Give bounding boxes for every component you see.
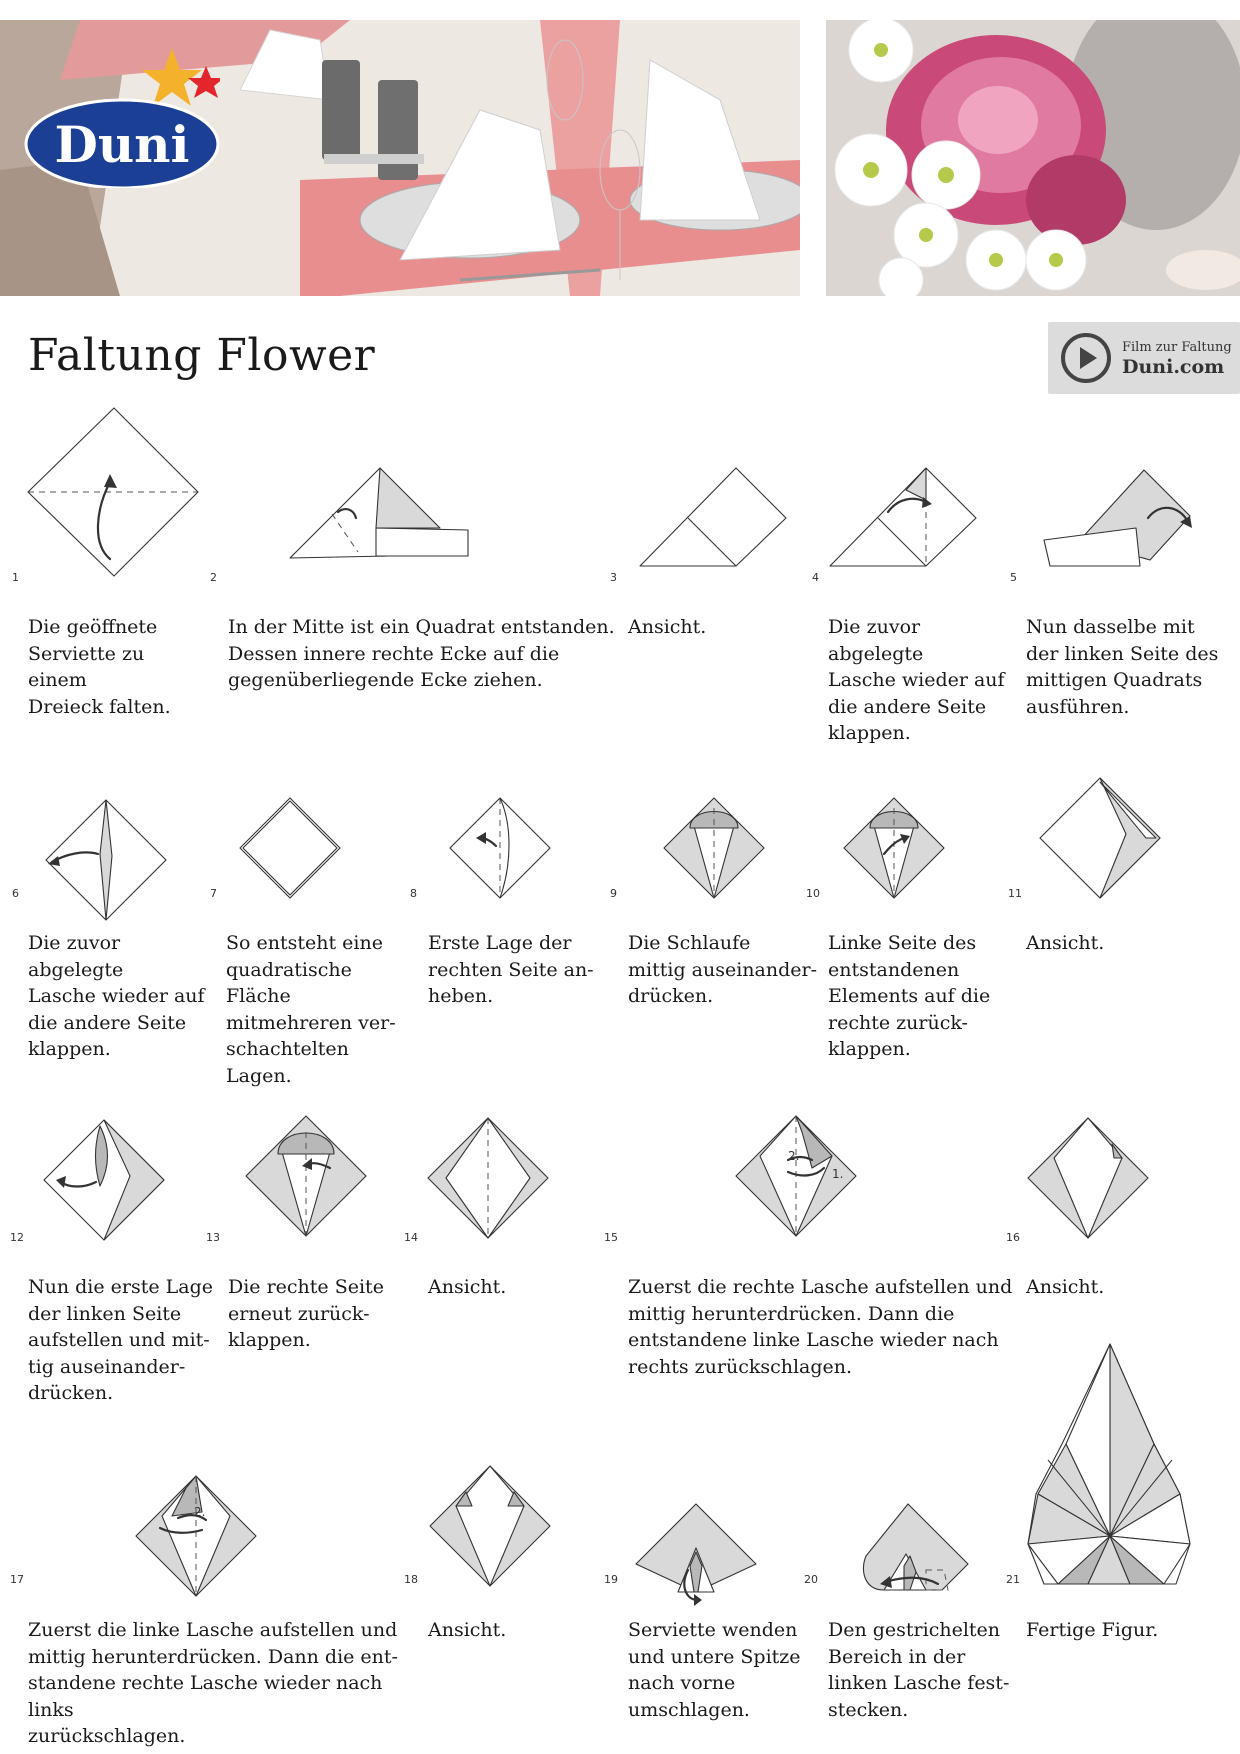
step-number: 17 — [10, 1573, 24, 1586]
duni-logo — [24, 48, 220, 188]
step-caption: Ansicht. — [428, 1276, 507, 1298]
step-10-diagram — [840, 794, 950, 904]
step-2-diagram — [280, 460, 480, 570]
step-number: 15 — [604, 1231, 618, 1244]
step-caption: Ansicht. — [1026, 1276, 1105, 1298]
step-caption: Den gestrichelten Bereich in der linken Lasche fest- stecken. — [828, 1619, 1010, 1721]
step-number: 16 — [1006, 1231, 1020, 1244]
step-19-diagram — [632, 1500, 762, 1610]
step-11-diagram — [1036, 774, 1166, 904]
step-18-diagram — [426, 1462, 556, 1592]
step-number: 11 — [1008, 887, 1022, 900]
film-link-button[interactable] — [1048, 322, 1240, 394]
step-number: 5 — [1010, 571, 1017, 584]
step-caption: Linke Seite des entstandenen Elements auf die rechte zurück- klappen. — [828, 932, 991, 1060]
step-number: 13 — [206, 1231, 220, 1244]
step-number: 3 — [610, 571, 617, 584]
fold-order-mark: 2. — [194, 1505, 206, 1519]
step-5-diagram — [1040, 460, 1210, 575]
step-caption: Die geöffnete Serviette zu einem Dreieck falten. — [28, 616, 171, 718]
step-caption: Die zuvor abgelegte Lasche wieder auf die andere Seite klappen. — [828, 616, 1005, 744]
fold-order-mark: 1. — [832, 1167, 844, 1181]
header-photo-flowers — [826, 20, 1240, 296]
step-16-diagram — [1024, 1114, 1154, 1244]
step-6-diagram — [40, 796, 170, 921]
step-caption: Ansicht. — [428, 1619, 507, 1641]
step-14-diagram — [424, 1114, 554, 1244]
step-number: 18 — [404, 1573, 418, 1586]
fold-order-mark: 2. — [788, 1149, 800, 1163]
step-15-diagram — [732, 1112, 862, 1242]
step-caption: So entsteht eine quadratische Fläche mitmehreren ver- schachtelten Lagen. — [226, 932, 396, 1087]
step-12-diagram — [40, 1116, 170, 1246]
step-caption: Ansicht. — [1026, 932, 1105, 954]
step-4-diagram — [826, 460, 986, 575]
step-1-diagram — [20, 404, 210, 594]
step-caption: Nun die erste Lage der linken Seite aufstellen und mit- tig auseinander- drücken. — [28, 1276, 214, 1404]
step-number: 6 — [12, 887, 19, 900]
film-link-label: Film zur Faltung — [1122, 340, 1232, 355]
step-number: 10 — [806, 887, 820, 900]
step-caption: Zuerst die linke Lasche aufstellen und mittig herunterdrücken. Dann die ent- standene rechte Lasche wieder nach links zurückschlagen. — [28, 1619, 398, 1747]
step-caption: Ansicht. — [628, 616, 707, 638]
step-number: 9 — [610, 887, 617, 900]
play-icon — [1060, 332, 1112, 384]
step-3-diagram — [636, 460, 796, 575]
step-caption: Erste Lage der rechten Seite an- heben. — [428, 932, 594, 1007]
step-8-diagram — [446, 794, 556, 904]
step-number: 14 — [404, 1231, 418, 1244]
step-21-diagram — [1018, 1340, 1198, 1600]
step-caption: In der Mitte ist ein Quadrat entstanden. Dessen innere rechte Ecke auf die gegenüberliegende Ecke ziehen. — [228, 616, 615, 691]
step-caption: Die Schlaufe mittig auseinander- drücken. — [628, 932, 817, 1007]
step-caption: Zuerst die rechte Lasche aufstellen und mittig herunterdrücken. Dann die entstandene linke Lasche wieder nach rechts zurückschlagen. — [628, 1276, 1013, 1378]
film-link-url: Duni.com — [1122, 356, 1225, 378]
step-number: 7 — [210, 887, 217, 900]
step-number: 1 — [12, 571, 19, 584]
step-caption: Die rechte Seite erneut zurück- klappen. — [228, 1276, 384, 1351]
step-number: 8 — [410, 887, 417, 900]
step-17-diagram — [132, 1472, 262, 1602]
step-number: 2 — [210, 571, 217, 584]
step-13-diagram — [242, 1112, 372, 1242]
step-caption: Fertige Figur. — [1026, 1619, 1159, 1641]
step-7-diagram — [236, 794, 346, 904]
page-title: Faltung Flower — [28, 330, 376, 381]
step-number: 20 — [804, 1573, 818, 1586]
step-number: 19 — [604, 1573, 618, 1586]
step-number: 12 — [10, 1231, 24, 1244]
step-caption: Die zuvor abgelegte Lasche wieder auf die andere Seite klappen. — [28, 932, 205, 1060]
logo-text: Duni — [54, 115, 190, 174]
step-number: 4 — [812, 571, 819, 584]
step-caption: Nun dasselbe mit der linken Seite des mittigen Quadrats ausführen. — [1026, 616, 1219, 718]
step-9-diagram — [660, 794, 770, 904]
step-20-diagram — [844, 1500, 974, 1610]
step-number: 21 — [1006, 1573, 1020, 1586]
step-caption: Serviette wenden und untere Spitze nach vorne umschlagen. — [628, 1619, 801, 1721]
